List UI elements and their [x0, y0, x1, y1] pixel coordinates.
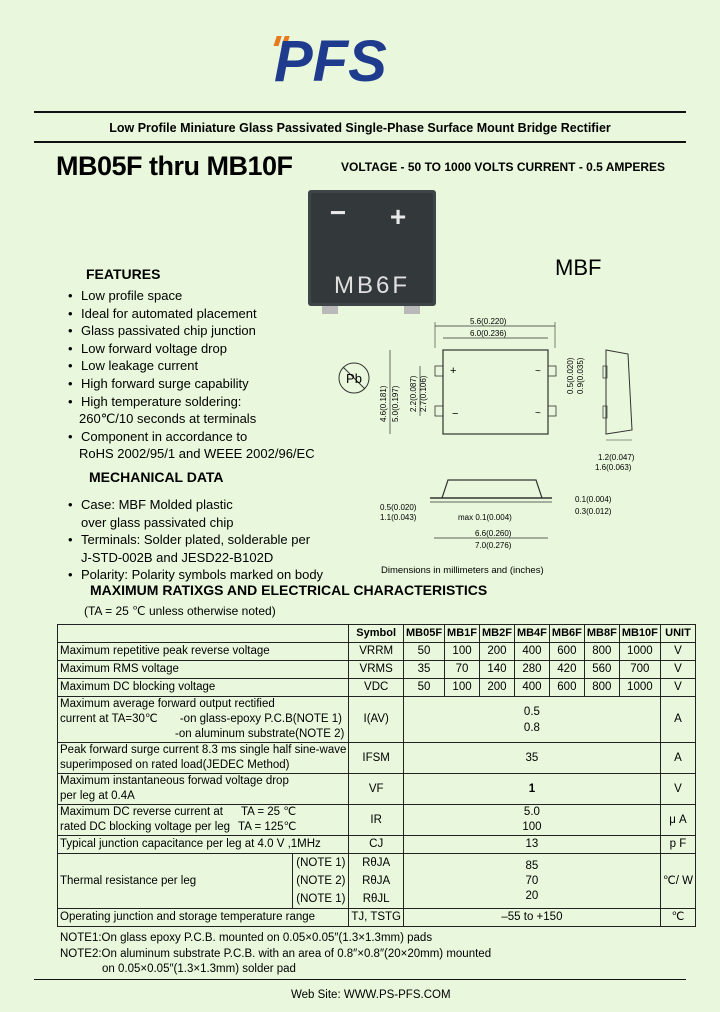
- svg-text:0.1(0.004): 0.1(0.004): [575, 495, 612, 504]
- list-item: • High forward surge capability: [66, 375, 315, 393]
- notes: NOTE1:On glass epoxy P.C.B. mounted on 0.05×0.05″(1.3×1.3mm) pads NOTE2:On aluminum substrate P.C.B. with an area of 0.8″×0.8″(20×20mm) mounted on 0.05×0.05″(1.3×1.3mm) solder pad: [60, 932, 492, 976]
- svg-text:0.5(0.020): 0.5(0.020): [380, 503, 417, 512]
- subtitle: Low Profile Miniature Glass Passivated Single-Phase Surface Mount Bridge Rectifier: [109, 121, 611, 135]
- website: Web Site: WWW.PS-PFS.COM: [291, 989, 451, 1001]
- table-row: Thermal resistance per leg (NOTE 1) (NOTE 2) (NOTE 1) RθJA RθJA RθJL 85 70 20 ℃/ W: [58, 854, 696, 909]
- table-row: Maximum DC blocking voltage VDC 50 100 200 400 600 800 1000 V: [58, 679, 696, 697]
- svg-text:max 0.1(0.004): max 0.1(0.004): [458, 513, 512, 522]
- svg-text:1.6(0.063): 1.6(0.063): [595, 463, 632, 472]
- svg-text:2.2(0.087): 2.2(0.087): [409, 375, 418, 412]
- list-item: • Low leakage current: [66, 357, 315, 375]
- svg-text:2.7(0.106): 2.7(0.106): [419, 375, 428, 412]
- list-item: • Low profile space: [66, 287, 315, 305]
- list-item: • High temperature soldering: 260℃/10 seconds at terminals: [66, 393, 315, 428]
- list-item: • Component in accordance to RoHS 2002/95/1 and WEEE 2002/96/EC: [66, 428, 315, 463]
- dimension-note: Dimensions in millimeters and (inches): [381, 565, 544, 576]
- table-row: Maximum repetitive peak reverse voltage VRRM 50 100 200 400 600 800 1000 V: [58, 643, 696, 661]
- electrical-characteristics-table: [57, 624, 696, 927]
- table-row: Typical junction capacitance per leg at 4.0 V ,1MHz CJ 13 p F: [58, 836, 696, 854]
- pfs-logo: [266, 26, 456, 88]
- ratings-title: MAXIMUM RATIXGS AND ELECTRICAL CHARACTERISTICS: [90, 582, 488, 598]
- svg-text:6.6(0.260): 6.6(0.260): [475, 529, 512, 538]
- svg-text:5.0(0.197): 5.0(0.197): [391, 385, 400, 422]
- chip-marking: MB6F: [333, 272, 411, 299]
- table-row: Peak forward surge current 8.3 ms single half sine-wave superimposed on rated load(JEDEC Method) IFSM 35 A: [58, 743, 696, 774]
- features-list: [66, 287, 315, 463]
- svg-text:7.0(0.276): 7.0(0.276): [475, 541, 512, 550]
- svg-text:+: +: [389, 201, 407, 232]
- svg-text:1.1(0.043): 1.1(0.043): [380, 513, 417, 522]
- svg-text:−: −: [452, 408, 459, 420]
- table-row: Maximum average forward output rectified current at TA=30℃ -on glass-epoxy P.C.B(NOTE 1) -on aluminum substrate(NOTE 2) I(AV) 0.5 0.8 A: [58, 697, 696, 743]
- svg-text:1.2(0.047): 1.2(0.047): [598, 453, 635, 462]
- svg-text:~: ~: [535, 366, 541, 377]
- svg-text:0.5(0.020): 0.5(0.020): [566, 357, 575, 394]
- table-header: Symbol MB05F MB1F MB2F MB4F MB6F MB8F MB10F UNIT: [58, 625, 696, 643]
- table-row: Maximum RMS voltage VRMS 35 70 140 280 420 560 700 V: [58, 661, 696, 679]
- mechanical-title: MECHANICAL DATA: [89, 469, 224, 485]
- features-title: FEATURES: [86, 266, 161, 282]
- package-dimension-drawing: [330, 310, 640, 550]
- svg-text:+: +: [450, 365, 457, 377]
- svg-text:4.6(0.181): 4.6(0.181): [379, 385, 388, 422]
- chip-image: [308, 190, 436, 316]
- svg-text:0.9(0.035): 0.9(0.035): [576, 357, 585, 394]
- svg-text:PFS: PFS: [274, 29, 387, 88]
- table-row: Maximum instantaneous forwad voltage drop per leg at 0.4A VF 1 V: [58, 774, 696, 805]
- footer-rule: [34, 979, 686, 980]
- mechanical-list: [66, 496, 323, 584]
- top-rule: [34, 111, 686, 113]
- svg-text:5.6(0.220): 5.6(0.220): [470, 317, 507, 326]
- voltage-current-rating: VOLTAGE - 50 TO 1000 VOLTS CURRENT - 0.5 AMPERES: [341, 160, 666, 174]
- list-item: • Ideal for automated placement: [66, 305, 315, 323]
- package-name: MBF: [555, 255, 602, 280]
- table-row: Maximum DC reverse current at TA = 25 ℃ rated DC blocking voltage per leg TA = 125℃ IR 5.0 100 μ A: [58, 805, 696, 836]
- list-item: • Terminals: Solder plated, solderable per J-STD-002B and JESD22-B102D: [66, 531, 323, 566]
- list-item: • Low forward voltage drop: [66, 340, 315, 358]
- svg-text:~: ~: [535, 408, 541, 419]
- pb-free-icon: [339, 363, 369, 393]
- table-row: Operating junction and storage temperature range TJ, TSTG –55 to +150 ℃: [58, 909, 696, 927]
- list-item: • Polarity: Polarity symbols marked on body: [66, 566, 323, 584]
- svg-text:0.3(0.012): 0.3(0.012): [575, 507, 612, 516]
- list-item: • Case: MBF Molded plastic over glass passivated chip: [66, 496, 323, 531]
- svg-text:Pb: Pb: [346, 371, 362, 386]
- second-rule: [34, 141, 686, 143]
- test-conditions: (TA = 25 ℃ unless otherwise noted): [84, 604, 276, 618]
- part-number-range: MB05F thru MB10F: [56, 151, 293, 181]
- svg-text:6.0(0.236): 6.0(0.236): [470, 329, 507, 338]
- svg-text:−: −: [329, 197, 347, 228]
- list-item: • Glass passivated chip junction: [66, 322, 315, 340]
